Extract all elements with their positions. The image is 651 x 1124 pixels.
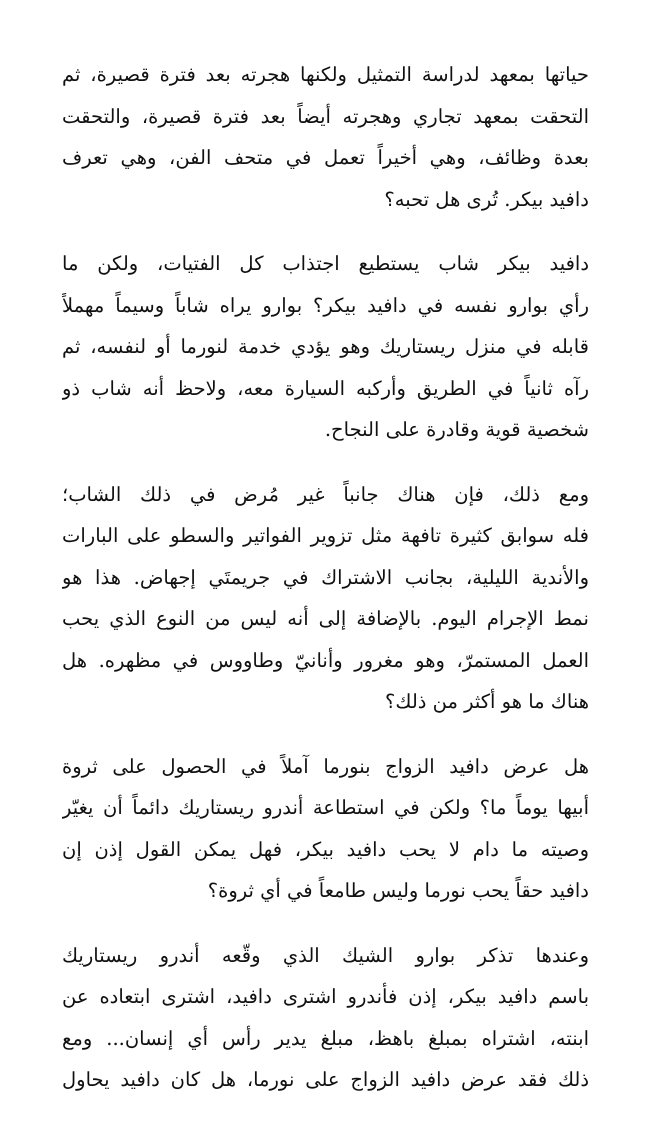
- text-line: بعدة وظائف، وهي أخيراً تعمل في متحف الفن، وهي تعرف: [62, 146, 589, 169]
- text-line: وصيته ما دام لا يحب دافيد بيكر، فهل يمكن القول إذن إن: [62, 837, 589, 861]
- text-line: والأندية الليلية، بجانب الاشتراك في جريمتَي إجهاض. هذا هو: [62, 565, 589, 589]
- book-page: [62, 54, 589, 1124]
- text-line: قابله في منزل ريستاريك وهو يؤدي خدمة لنورما أو لنفسه، ثم: [62, 335, 589, 358]
- text-line: العمل المستمرّ، وهو مغرور وأنانيّ وطاووس في مظهره. هل: [62, 648, 589, 672]
- text-line: هناك ما هو أكثر من ذلك؟: [385, 690, 589, 713]
- text-line: ومع ذلك، فإن هناك جانباً غير مُرض في ذلك الشاب؛: [62, 482, 589, 506]
- text-line: فله سوابق كثيرة تافهة مثل تزوير الفواتير والسطو على البارات: [62, 524, 589, 547]
- paragraph-1: [62, 54, 589, 220]
- text-line: دافيد حقاً يحب نورما وليس طامعاً في أي ثروة؟: [207, 879, 589, 902]
- paragraph-3: [62, 474, 589, 723]
- text-line: أبيها يوماً ما؟ ولكن في استطاعة أندرو ريستاريك دائماً أن يغيّر: [62, 796, 589, 819]
- paragraph-5: [62, 935, 589, 1101]
- text-line: نمط الإجرام اليوم. بالإضافة إلى أنه ليس من النوع الذي يحب: [62, 607, 589, 630]
- text-line: رأي بوارو نفسه في دافيد بيكر؟ بوارو يراه شاباً وسيماً مهملاً: [62, 293, 589, 317]
- text-line: وعندها تذكر بوارو الشيك الذي وقّعه أندرو ريستاريك: [62, 943, 589, 967]
- text-line: ابنته، اشتراه بمبلغ باهظ، مبلغ يدير رأس أي إنسان... ومع: [62, 1026, 589, 1050]
- paragraph-2: [62, 243, 589, 451]
- text-line: ذلك فقد عرض دافيد الزواج على نورما، هل كان دافيد يحاول: [62, 1068, 589, 1091]
- text-line: حياتها بمعهد لدراسة التمثيل ولكنها هجرته بعد فترة قصيرة، ثم: [62, 63, 589, 86]
- text-line: دافيد بيكر شاب يستطيع اجتذاب كل الفتيات، ولكن ما: [62, 252, 589, 275]
- text-line: دافيد بيكر. تُرى هل تحبه؟: [384, 187, 589, 211]
- text-line: باسم دافيد بيكر، إذن فأندرو اشترى دافيد، اشترى ابتعاده عن: [62, 985, 589, 1008]
- text-line: شخصية قوية وقادرة على النجاح.: [324, 418, 589, 441]
- text-line: رآه ثانياً في الطريق وأركبه السيارة معه، ولاحظ أنه شاب ذو: [62, 376, 589, 400]
- text-line: هل عرض دافيد الزواج بنورما آملاً في الحصول على ثروة: [62, 754, 589, 778]
- paragraph-4: [62, 746, 589, 912]
- text-line: التحقت بمعهد تجاري وهجرته أيضاً بعد فترة قصيرة، والتحقت: [62, 104, 589, 128]
